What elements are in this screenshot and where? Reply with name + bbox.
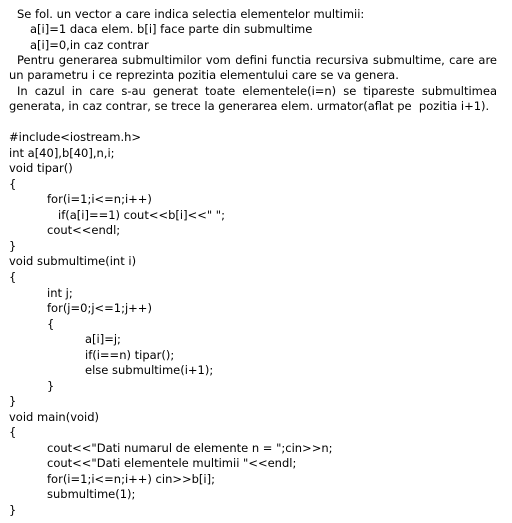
code-line-7: cout<<endl; (47, 223, 121, 237)
intro-line-3: a[i]=0,in caz contrar (30, 38, 149, 52)
para2-line-1: In cazul in care s-au generat toate elementele(i=n) se tipareste submultimea (17, 84, 497, 98)
code-line-14: a[i]=j; (85, 332, 121, 346)
code-line-2: int a[40],b[40],n,i; (9, 146, 115, 160)
code-line-17: } (47, 379, 55, 393)
code-line-1: #include<iostream.h> (9, 130, 142, 144)
code-line-19: void main(void) (9, 410, 100, 424)
code-line-12: for(j=0;j<=1;j++) (47, 301, 152, 315)
code-line-9: void submultime(int i) (9, 254, 137, 268)
para2-line-2: generata, in caz contrar, se trece la generarea elem. urmator(aflat pe pozitia i+1). (9, 99, 490, 113)
intro-line-2: a[i]=1 daca elem. b[i] face parte din submultime (30, 22, 313, 36)
para1-line-1: Pentru generarea submultimilor vom defini functia recursiva submultime, care are (17, 53, 497, 67)
code-line-16: else submultime(i+1); (85, 363, 214, 377)
para1-line-2: un parametru i ce reprezinta pozitia elementului care se va genera. (9, 68, 399, 82)
code-line-15: if(i==n) tipar(); (85, 348, 175, 362)
code-line-11: int j; (47, 286, 73, 300)
code-line-23: for(i=1;i<=n;i++) cin>>b[i]; (47, 472, 215, 486)
code-line-3: void tipar() (9, 161, 73, 175)
code-line-6: if(a[i]==1) cout<<b[i]<<" "; (58, 208, 225, 222)
code-line-8: } (9, 239, 17, 253)
code-line-21: cout<<"Dati numarul de elemente n = ";cin>>n; (47, 441, 333, 455)
code-line-18: } (9, 394, 17, 408)
code-line-5: for(i=1;i<=n;i++) (47, 192, 152, 206)
code-line-25: } (9, 503, 17, 517)
code-line-13: { (47, 317, 55, 331)
code-line-4: { (9, 177, 17, 191)
code-line-22: cout<<"Dati elementele multimii "<<endl; (47, 456, 297, 470)
code-line-10: { (9, 270, 17, 284)
code-line-24: submultime(1); (47, 487, 136, 501)
intro-line-1: Se fol. un vector a care indica selectia elementelor multimii: (17, 7, 365, 21)
code-line-20: { (9, 425, 17, 439)
